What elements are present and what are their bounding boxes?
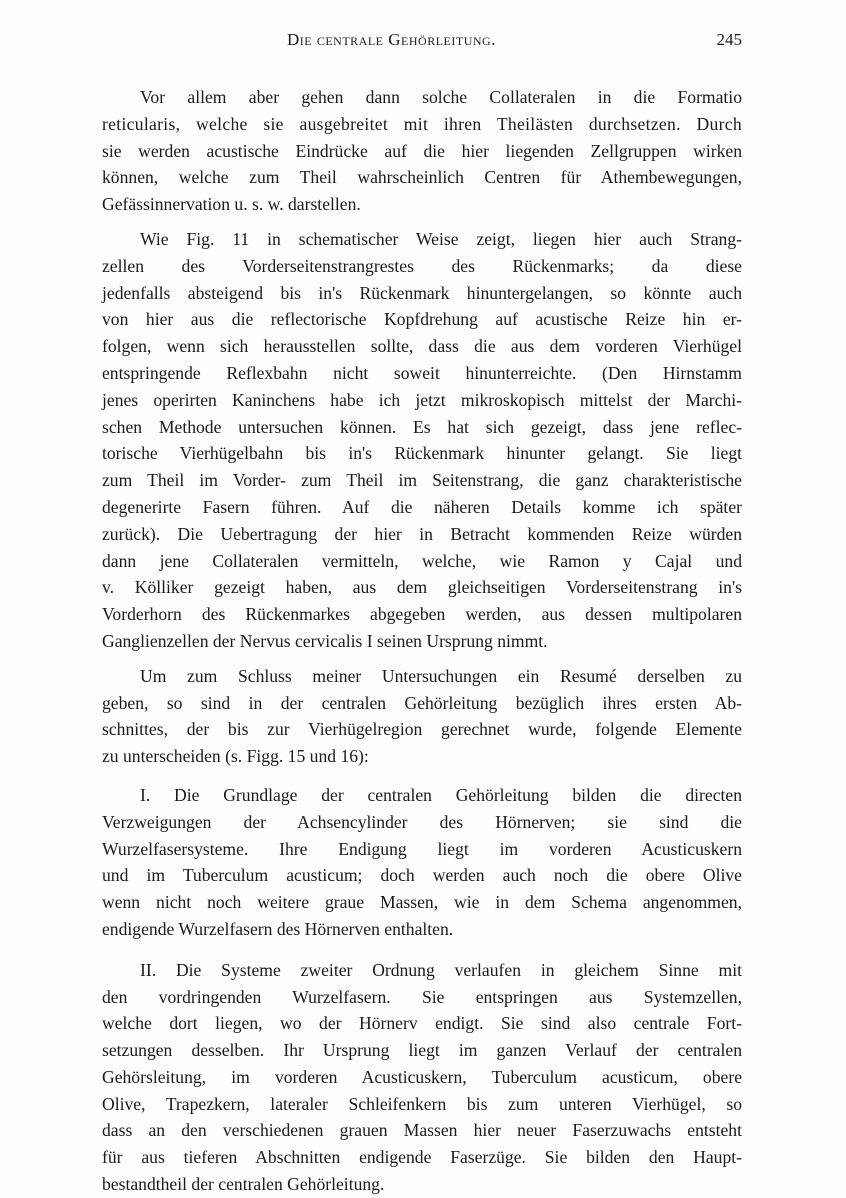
page-header — [102, 30, 742, 56]
text-line: von hier aus die reflectorische Kopfdrehung auf acustische Reize hin er- — [102, 309, 742, 330]
text-line: sie werden acustische Eindrücke auf die hier liegenden Zellgruppen wirken — [102, 140, 742, 161]
text-line: Gehörsleitung, im vorderen Acusticuskern, Tuberculum acusticum, obere — [102, 1066, 742, 1087]
text-line: für aus tieferen Abschnitten endigende Faserzüge. Sie bilden den Haupt- — [102, 1147, 742, 1168]
text-line: Verzweigungen der Achsencylinder des Hörnerven; sie sind die — [102, 811, 742, 832]
paragraph-3 — [102, 663, 742, 770]
paragraph-2 — [102, 226, 742, 655]
text-line: können, welche zum Theil wahrscheinlich Centren für Athembewegungen, — [102, 167, 742, 188]
text-line: II. Die Systeme zweiter Ordnung verlaufen in gleichem Sinne mit — [140, 959, 742, 980]
text-line: dann jene Collateralen vermitteln, welche, wie Ramon y Cajal und — [102, 550, 742, 571]
text-line: torische Vierhügelbahn bis in's Rückenmark hinunter gelangt. Sie liegt — [102, 443, 742, 464]
text-line: v. Kölliker gezeigt haben, aus dem gleichseitigen Vorderseitenstrang in's — [102, 577, 742, 598]
text-line: degenerirte Fasern führen. Auf die näheren Details komme ich später — [102, 496, 742, 517]
text-line: geben, so sind in der centralen Gehörleitung bezüglich ihres ersten Ab- — [102, 692, 742, 713]
text-line: Olive, Trapezkern, lateraler Schleifenkern bis zum unteren Vierhügel, so — [102, 1093, 742, 1114]
text-line: Wie Fig. 11 in schematischer Weise zeigt, liegen hier auch Strang- — [140, 228, 742, 249]
text-line: setzungen desselben. Ihr Ursprung liegt im ganzen Verlauf der centralen — [102, 1040, 742, 1061]
text-line: Um zum Schluss meiner Untersuchungen ein Resumé derselben zu — [140, 665, 742, 686]
text-line: jedenfalls absteigend bis in's Rückenmark hinuntergelangen, so könnte auch — [102, 282, 742, 303]
text-line: entspringende Reflexbahn nicht soweit hinunterreichte. (Den Hirnstamm — [102, 362, 742, 383]
running-title: Die centrale Gehörleitung. — [287, 30, 496, 49]
paragraph-5 — [102, 957, 742, 1198]
text-line: Wurzelfasersysteme. Ihre Endigung liegt im vorderen Acusticuskern — [102, 838, 742, 859]
text-line: schnittes, der bis zur Vierhügelregion gerechnet wurde, folgende Elemente — [102, 719, 742, 740]
text-line: dass an den verschiedenen grauen Massen hier neuer Faserzuwachs entsteht — [102, 1120, 742, 1141]
body-text — [102, 84, 742, 1198]
page-number: 245 — [716, 30, 742, 49]
text-line: jenes operirten Kaninchens habe ich jetzt mikroskopisch mittelst der Marchi- — [102, 389, 742, 410]
text-line: folgen, wenn sich herausstellen sollte, dass die aus dem vorderen Vierhügel — [102, 336, 742, 357]
text-line: zu unterscheiden (s. Figg. 15 und 16): — [102, 746, 369, 767]
text-line: Vor allem aber gehen dann solche Collateralen in die Formatio — [140, 87, 742, 107]
text-line: endigende Wurzelfasern des Hörnerven enthalten. — [102, 918, 454, 939]
text-line: I. Die Grundlage der centralen Gehörleitung bilden die directen — [140, 784, 742, 805]
paragraph-4 — [102, 782, 742, 943]
text-line: und im Tuberculum acusticum; doch werden auch noch die obere Olive — [102, 865, 742, 886]
text-line: Vorderhorn des Rückenmarkes abgegeben werden, aus dessen multipolaren — [102, 604, 742, 625]
text-line: den vordringenden Wurzelfasern. Sie entspringen aus Systemzellen, — [102, 986, 742, 1007]
text-line: welche dort liegen, wo der Hörnerv endigt. Sie sind also centrale Fort- — [102, 1013, 742, 1034]
text-line: reticularis, welche sie ausgebreitet mit ihren Theilästen durchsetzen. Durch — [102, 113, 742, 134]
text-line: Ganglienzellen der Nervus cervicalis I seinen Ursprung nimmt. — [102, 630, 548, 651]
text-line: Gefässinnervation u. s. w. darstellen. — [102, 194, 361, 215]
text-line: zellen des Vorderseitenstrangrestes des Rückenmarks; da diese — [102, 255, 742, 276]
text-line: bestandtheil der centralen Gehörleitung. — [102, 1174, 385, 1195]
paragraph-1 — [102, 84, 742, 218]
text-line: schen Methode untersuchen können. Es hat sich gezeigt, dass jene reflec- — [102, 416, 742, 437]
text-line: zurück). Die Uebertragung der hier in Betracht kommenden Reize würden — [102, 523, 742, 544]
text-line: zum Theil im Vorder- zum Theil im Seitenstrang, die ganz charakteristische — [102, 470, 742, 491]
text-line: wenn nicht noch weitere graue Massen, wie in dem Schema angenommen, — [102, 892, 742, 913]
